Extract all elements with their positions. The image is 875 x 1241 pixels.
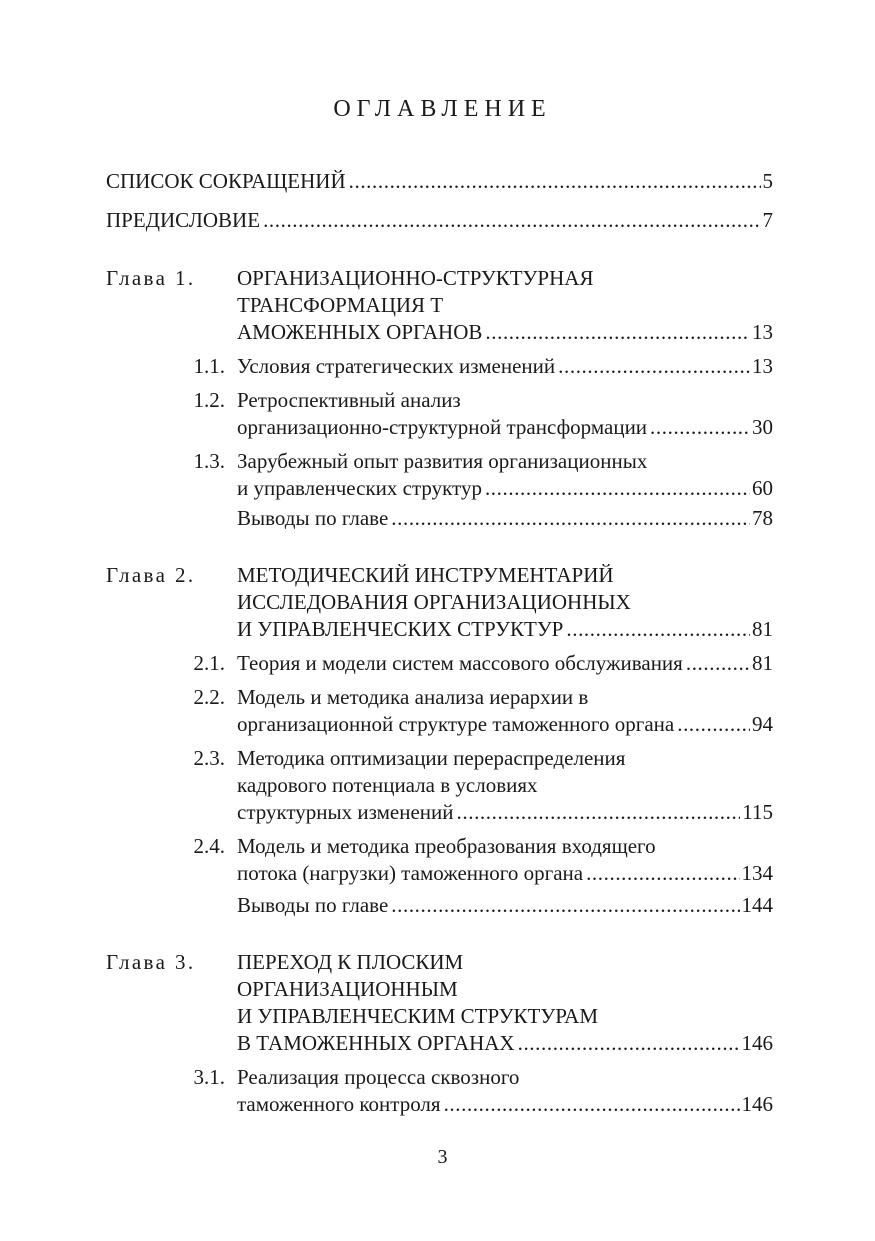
section-title: Выводы по главе (237, 506, 389, 530)
toc-entry-chapter-1[interactable] (237, 319, 773, 346)
toc-page-number: 94 (752, 712, 773, 736)
page-number: 3 (437, 1146, 448, 1168)
dot-leader (586, 860, 739, 887)
dot-leader (457, 799, 741, 826)
toc-entry-abbreviations[interactable] (106, 168, 773, 195)
section-number: 2.2. (193, 685, 225, 709)
toc-page-number: 30 (752, 415, 773, 439)
section-title: Теория и модели систем массового обслуживания (237, 651, 683, 675)
chapter-label: Глава 2. (106, 563, 196, 587)
toc-entry-section-2-1[interactable] (237, 650, 773, 677)
toc-page-number: 134 (741, 861, 773, 885)
section-title: и управленческих структур (237, 476, 482, 500)
toc-page-number: 5 (762, 169, 773, 193)
dot-leader (263, 207, 760, 234)
page-title: ОГЛАВЛЕНИЕ (333, 96, 552, 122)
toc-entry-section-2-2[interactable] (237, 711, 773, 738)
toc-page-number: 146 (741, 1031, 773, 1055)
toc-page-number: 13 (752, 354, 773, 378)
toc-page-number: 144 (741, 893, 773, 917)
toc-entry-chapter-3[interactable] (237, 1030, 773, 1057)
section-title: потока (нагрузки) таможенного органа (237, 861, 584, 885)
dot-leader (518, 1030, 740, 1057)
dot-leader (650, 414, 750, 441)
dot-leader (391, 505, 750, 532)
dot-leader (485, 319, 750, 346)
toc-entry-section-3-1[interactable] (237, 1091, 773, 1118)
dot-leader (686, 650, 750, 677)
toc-page-number: 78 (752, 506, 773, 530)
dot-leader (349, 168, 761, 195)
chapter-title-line: ОРГАНИЗАЦИОННЫМ (237, 977, 458, 1001)
chapter-label: Глава 3. (106, 950, 196, 974)
section-number: 3.1. (193, 1065, 225, 1089)
toc-page-number: 146 (741, 1092, 773, 1116)
section-title-line: Ретроспективный анализ (237, 388, 461, 412)
section-title-line: Модель и методика преобразования входящего (237, 834, 656, 858)
dot-leader (391, 892, 739, 919)
section-number: 1.3. (193, 449, 225, 473)
toc-page-number: 60 (752, 476, 773, 500)
toc-entry-title: ПРЕДИСЛОВИЕ (106, 208, 261, 232)
dot-leader (485, 475, 750, 502)
toc-entry-section-1-1[interactable] (237, 353, 773, 380)
chapter-label: Глава 1. (106, 266, 196, 290)
section-title: Выводы по главе (237, 893, 389, 917)
section-number: 2.3. (193, 746, 225, 770)
section-number: 2.4. (193, 834, 225, 858)
dot-leader (558, 353, 750, 380)
toc-entry-section-2-3[interactable] (237, 799, 773, 826)
toc-entry-preface[interactable] (106, 207, 773, 234)
dot-leader (677, 711, 750, 738)
section-number: 1.2. (193, 388, 225, 412)
chapter-title-line: В ТАМОЖЕННЫХ ОРГАНАХ (237, 1031, 515, 1055)
chapter-title-line: И УПРАВЛЕНЧЕСКИХ СТРУКТУР (237, 617, 564, 641)
dot-leader (566, 616, 750, 643)
toc-entry-conclusions-1[interactable] (237, 505, 773, 532)
toc-page-number: 13 (752, 320, 773, 344)
chapter-title-line: ПЕРЕХОД К ПЛОСКИМ (237, 950, 464, 974)
dot-leader (444, 1091, 740, 1118)
chapter-title-line: АМОЖЕННЫХ ОРГАНОВ (237, 320, 483, 344)
chapter-title-line: ИССЛЕДОВАНИЯ ОРГАНИЗАЦИОННЫХ (237, 590, 631, 614)
chapter-title-line: И УПРАВЛЕНЧЕСКИМ СТРУКТУРАМ (237, 1004, 599, 1028)
section-title-line: Методика оптимизации перераспределения (237, 746, 626, 770)
section-number: 2.1. (193, 651, 225, 675)
section-title-line: Реализация процесса сквозного (237, 1065, 520, 1089)
section-title: таможенного контроля (237, 1092, 441, 1116)
toc-page-number: 81 (752, 651, 773, 675)
toc-entry-section-1-2[interactable] (237, 414, 773, 441)
chapter-title-line: ТРАНСФОРМАЦИЯ Т (237, 293, 444, 317)
section-title: организационной структуре таможенного органа (237, 712, 675, 736)
chapter-title-line: ОРГАНИЗАЦИОННО-СТРУКТУРНАЯ (237, 266, 594, 290)
section-title-line: Зарубежный опыт развития организационных (237, 449, 648, 473)
chapter-title-line: МЕТОДИЧЕСКИЙ ИНСТРУМЕНТАРИЙ (237, 563, 614, 587)
section-number: 1.1. (193, 354, 225, 378)
section-title: организационно-структурной трансформации (237, 415, 648, 439)
toc-entry-conclusions-2[interactable] (237, 892, 773, 919)
section-title: структурных изменений (237, 800, 454, 824)
section-title-line: Модель и методика анализа иерархии в (237, 685, 589, 709)
section-title: Условия стратегических изменений (237, 354, 556, 378)
toc-page-number: 81 (752, 617, 773, 641)
toc-entry-section-2-4[interactable] (237, 860, 773, 887)
toc-entry-chapter-2[interactable] (237, 616, 773, 643)
toc-entry-section-1-3[interactable] (237, 475, 773, 502)
toc-entry-title: СПИСОК СОКРАЩЕНИЙ (106, 169, 346, 193)
section-title-line: кадрового потенциала в условиях (237, 773, 538, 797)
toc-page-number: 115 (742, 800, 773, 824)
toc-page-number: 7 (762, 208, 773, 232)
